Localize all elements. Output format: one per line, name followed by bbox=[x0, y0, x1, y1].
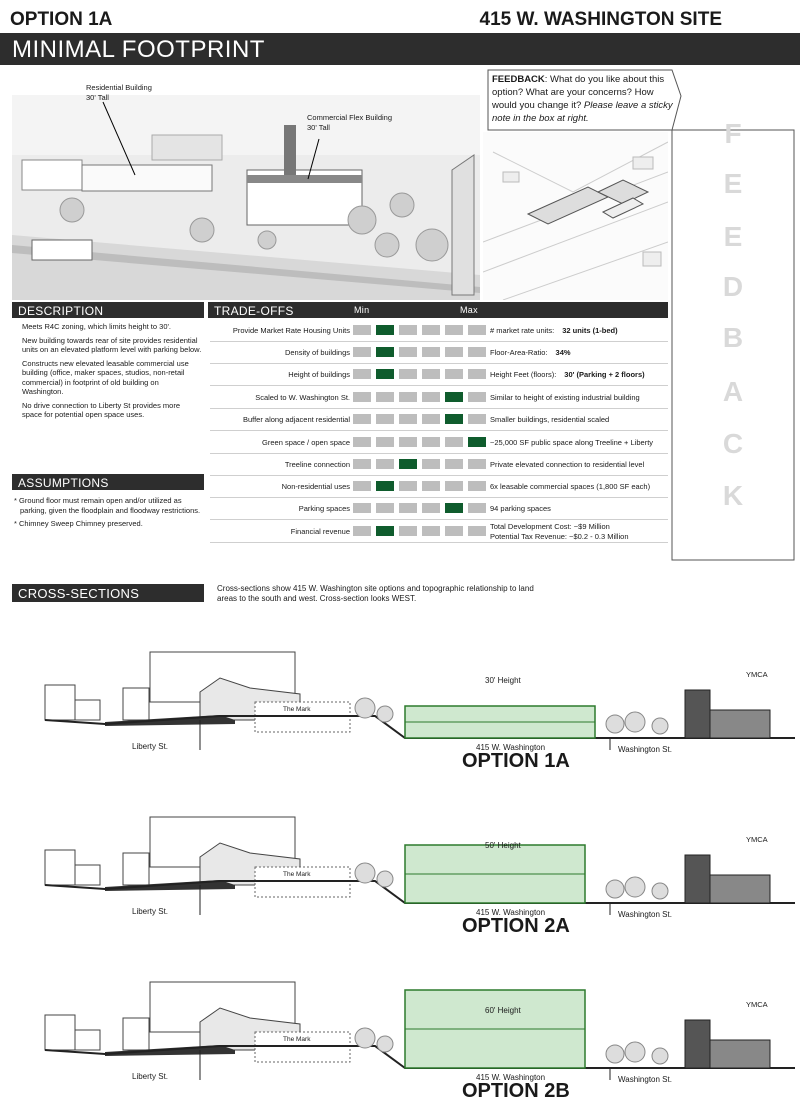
tradeoff-level-box bbox=[399, 369, 417, 379]
tradeoff-level-box bbox=[445, 526, 463, 536]
tradeoff-value bbox=[490, 504, 551, 513]
section-height-label: 60' Height bbox=[485, 1006, 521, 1015]
section-ymca-label: YMCA bbox=[746, 1000, 768, 1009]
tradeoff-level-box bbox=[399, 392, 417, 402]
tradeoff-level-box bbox=[468, 369, 486, 379]
tradeoff-level-selected bbox=[445, 503, 463, 513]
scale-min: Min bbox=[354, 305, 370, 315]
cross-section-drawing bbox=[5, 970, 795, 1080]
tradeoff-level-box bbox=[399, 437, 417, 447]
assumptions-list bbox=[14, 496, 204, 533]
assumption-item: * Chimney Sweep Chimney preserved. bbox=[14, 519, 143, 528]
section-option-title: OPTION 1A bbox=[462, 750, 570, 772]
section-mark-label: The Mark bbox=[283, 706, 311, 713]
description-item: Meets R4C zoning, which limits height to 30'. bbox=[22, 322, 172, 331]
description-list bbox=[22, 322, 202, 424]
tradeoff-level-box bbox=[445, 369, 463, 379]
section-site-label: 415 W. Washington bbox=[476, 743, 546, 752]
tradeoff-level-box bbox=[353, 503, 371, 513]
tradeoff-row bbox=[210, 498, 668, 520]
tradeoff-level-box bbox=[376, 459, 394, 469]
scale-max: Max bbox=[460, 305, 478, 315]
res-pointer-line bbox=[100, 100, 140, 180]
com-pointer-line bbox=[305, 137, 325, 182]
tradeoff-label: Parking spaces bbox=[298, 504, 350, 513]
tradeoff-level-selected bbox=[399, 459, 417, 469]
tradeoff-value bbox=[490, 370, 645, 379]
tradeoff-row bbox=[210, 432, 668, 454]
feedback-letter: E bbox=[723, 221, 743, 252]
tradeoff-value-text: 94 parking spaces bbox=[490, 504, 551, 513]
description-item: Constructs new elevated leasable commercial use building (office, maker spaces, studios, non-retail commercial) in footprint of old building on Washington. bbox=[22, 358, 189, 396]
section-liberty-label: Liberty St. bbox=[132, 1072, 169, 1081]
cross-sections-intro: Cross-sections show 415 W. Washington site options and topographic relationship to land areas to the south and west. Cross-section looks WEST. bbox=[217, 584, 534, 603]
tradeoff-level-box bbox=[422, 414, 440, 424]
tradeoffs-title: TRADE-OFFS bbox=[214, 304, 294, 318]
label-residential-height: 30' Tall bbox=[86, 93, 109, 102]
tradeoff-level-box bbox=[468, 481, 486, 491]
label-residential-name: Residential Building bbox=[86, 83, 152, 92]
tradeoff-level-box bbox=[353, 437, 371, 447]
tradeoff-level-box bbox=[468, 325, 486, 335]
tradeoff-row bbox=[210, 521, 668, 543]
section-liberty-label: Liberty St. bbox=[132, 907, 169, 916]
section-site-label: 415 W. Washington bbox=[476, 1073, 546, 1082]
tradeoff-level-box bbox=[376, 503, 394, 513]
tradeoff-value-text: Floor-Area-Ratio: bbox=[490, 348, 548, 357]
section-height-label: 50' Height bbox=[485, 841, 521, 850]
section-mark-label: The Mark bbox=[283, 871, 311, 878]
tradeoff-level-box bbox=[468, 414, 486, 424]
tradeoff-row bbox=[210, 364, 668, 386]
assumptions-heading: ASSUMPTIONS bbox=[12, 474, 204, 490]
label-commercial-name: Commercial Flex Building bbox=[307, 113, 393, 122]
tradeoff-level-box bbox=[399, 325, 417, 335]
cross-section-drawing bbox=[5, 805, 795, 915]
tradeoff-value bbox=[490, 393, 640, 402]
tradeoff-level-box bbox=[422, 481, 440, 491]
description-item: No drive connection to Liberty St provides more space for potential open space uses. bbox=[22, 400, 180, 419]
tradeoff-value-text: Total Development Cost: ~$9 Million bbox=[490, 522, 610, 531]
tradeoff-level-box bbox=[376, 414, 394, 424]
tradeoff-level-box bbox=[376, 437, 394, 447]
section-washington-label: Washington St. bbox=[618, 1075, 672, 1084]
section-washington-label: Washington St. bbox=[618, 910, 672, 919]
feedback-letter: C bbox=[722, 428, 744, 459]
tradeoff-level-box bbox=[399, 414, 417, 424]
tradeoff-level-box bbox=[353, 481, 371, 491]
section-height-label: 30' Height bbox=[485, 676, 521, 685]
tradeoff-level-box bbox=[422, 347, 440, 357]
tradeoff-label: Green space / open space bbox=[262, 438, 350, 447]
section-site-label: 415 W. Washington bbox=[476, 908, 546, 917]
tradeoff-value-text: 6x leasable commercial spaces (1,800 SF each) bbox=[490, 482, 651, 491]
tradeoff-level-selected bbox=[376, 481, 394, 491]
tradeoff-level-box bbox=[422, 392, 440, 402]
tradeoff-level-box bbox=[422, 526, 440, 536]
tradeoff-value-bold: 34% bbox=[555, 348, 571, 357]
tradeoffs-heading bbox=[208, 302, 668, 318]
tradeoff-value-bold: 32 units (1-bed) bbox=[562, 326, 618, 335]
tradeoff-label: Treeline connection bbox=[284, 460, 350, 469]
tradeoff-level-box bbox=[399, 481, 417, 491]
tradeoff-level-selected bbox=[376, 369, 394, 379]
tradeoff-level-box bbox=[445, 481, 463, 491]
tradeoff-row bbox=[210, 454, 668, 476]
tradeoff-value-bold: 30' (Parking + 2 floors) bbox=[564, 370, 645, 379]
tradeoff-value-text: Private elevated connection to residential level bbox=[490, 460, 645, 469]
tradeoff-level-box bbox=[445, 459, 463, 469]
tradeoff-row bbox=[210, 320, 668, 342]
tradeoff-level-selected bbox=[445, 392, 463, 402]
tradeoff-value bbox=[490, 482, 650, 491]
tradeoff-level-box bbox=[399, 503, 417, 513]
description-item: New building towards rear of site provides residential units on an elevated platform level with parking below. bbox=[22, 335, 202, 354]
tradeoff-value bbox=[490, 415, 609, 424]
tradeoff-level-box bbox=[376, 392, 394, 402]
tradeoff-label: Non-residential uses bbox=[281, 482, 350, 491]
feedback-letter: E bbox=[723, 168, 743, 199]
section-mark-label: The Mark bbox=[283, 1036, 311, 1043]
label-residential bbox=[86, 83, 152, 103]
tradeoff-level-box bbox=[468, 392, 486, 402]
tradeoff-level-box bbox=[445, 325, 463, 335]
feedback-letter: B bbox=[722, 322, 744, 353]
label-commercial bbox=[307, 113, 392, 133]
tradeoff-level-box bbox=[468, 347, 486, 357]
tradeoff-level-box bbox=[422, 503, 440, 513]
tradeoff-label: Buffer along adjacent residential bbox=[242, 415, 350, 424]
tradeoff-value-text: ~25,000 SF public space along Treeline + Liberty bbox=[490, 438, 654, 447]
tradeoff-level-box bbox=[399, 347, 417, 357]
site-title: 415 W. WASHINGTON SITE bbox=[479, 9, 722, 30]
tradeoff-label: Density of buildings bbox=[284, 348, 350, 357]
tradeoff-level-box bbox=[468, 503, 486, 513]
cross-section-drawing bbox=[5, 640, 795, 750]
feedback-prompt bbox=[492, 73, 677, 125]
tradeoff-level-box bbox=[353, 325, 371, 335]
tradeoff-value bbox=[490, 438, 653, 447]
section-ymca-label: YMCA bbox=[746, 835, 768, 844]
tradeoff-level-box bbox=[353, 347, 371, 357]
tradeoff-level-selected bbox=[376, 347, 394, 357]
tradeoff-value-text: Height Feet (floors): bbox=[490, 370, 557, 379]
tradeoff-row bbox=[210, 342, 668, 364]
tradeoff-level-box bbox=[399, 526, 417, 536]
tradeoff-value bbox=[490, 522, 629, 542]
tradeoff-level-box bbox=[353, 414, 371, 424]
feedback-letter: A bbox=[722, 376, 744, 407]
tradeoff-level-box bbox=[353, 526, 371, 536]
option-label: OPTION 1A bbox=[10, 9, 113, 30]
tradeoff-level-box bbox=[353, 369, 371, 379]
section-liberty-label: Liberty St. bbox=[132, 742, 169, 751]
tradeoff-label: Financial revenue bbox=[290, 527, 350, 536]
tradeoff-value-text: # market rate units: bbox=[490, 326, 555, 335]
tradeoff-level-selected bbox=[376, 526, 394, 536]
feedback-letter: F bbox=[724, 118, 742, 149]
tradeoff-row bbox=[210, 409, 668, 431]
tradeoff-level-box bbox=[422, 325, 440, 335]
section-washington-label: Washington St. bbox=[618, 745, 672, 754]
tradeoff-label: Height of buildings bbox=[288, 370, 350, 379]
tradeoff-value bbox=[490, 348, 571, 357]
aerial-rendering bbox=[12, 95, 480, 300]
tradeoff-value-text: Similar to height of existing industrial building bbox=[490, 393, 640, 402]
tradeoff-level-box bbox=[468, 459, 486, 469]
subtitle-bar bbox=[0, 33, 800, 65]
tradeoff-value bbox=[490, 460, 644, 469]
tradeoff-level-selected bbox=[445, 414, 463, 424]
tradeoff-value-line2: Potential Tax Revenue: ~$0.2 - 0.3 Million bbox=[490, 532, 629, 541]
section-option-title: OPTION 2B bbox=[462, 1080, 570, 1102]
page-title: MINIMAL FOOTPRINT bbox=[12, 36, 265, 63]
feedback-bold: FEEDBACK bbox=[492, 74, 545, 85]
tradeoff-value bbox=[490, 326, 618, 335]
feedback-text: : What do you like about this option? What are your concerns? How would you change it? bbox=[492, 74, 665, 111]
cross-sections-heading: CROSS-SECTIONS bbox=[12, 584, 204, 602]
tradeoff-value-text: Smaller buildings, residential scaled bbox=[490, 415, 610, 424]
tradeoff-label: Provide Market Rate Housing Units bbox=[232, 326, 350, 335]
tradeoff-level-box bbox=[422, 369, 440, 379]
tradeoff-level-box bbox=[468, 526, 486, 536]
description-heading: DESCRIPTION bbox=[12, 302, 204, 318]
assumption-item: * Ground floor must remain open and/or utilized as parking, given the floodplain and floodway restrictions. bbox=[14, 496, 201, 515]
label-commercial-height: 30' Tall bbox=[307, 123, 330, 132]
tradeoff-level-box bbox=[445, 347, 463, 357]
tradeoff-level-box bbox=[445, 437, 463, 447]
tradeoff-level-box bbox=[422, 459, 440, 469]
section-ymca-label: YMCA bbox=[746, 670, 768, 679]
tradeoff-level-selected bbox=[376, 325, 394, 335]
feedback-italic: Please leave a sticky note in the box at right. bbox=[492, 100, 673, 124]
tradeoff-level-box bbox=[353, 459, 371, 469]
feedback-letter: K bbox=[722, 480, 744, 511]
feedback-letter: D bbox=[722, 271, 744, 302]
tradeoff-level-box bbox=[353, 392, 371, 402]
tradeoff-row bbox=[210, 387, 668, 409]
tradeoff-label: Scaled to W. Washington St. bbox=[255, 393, 350, 402]
section-option-title: OPTION 2A bbox=[462, 915, 570, 937]
tradeoff-level-box bbox=[422, 437, 440, 447]
tradeoff-row bbox=[210, 476, 668, 498]
tradeoff-level-selected bbox=[468, 437, 486, 447]
